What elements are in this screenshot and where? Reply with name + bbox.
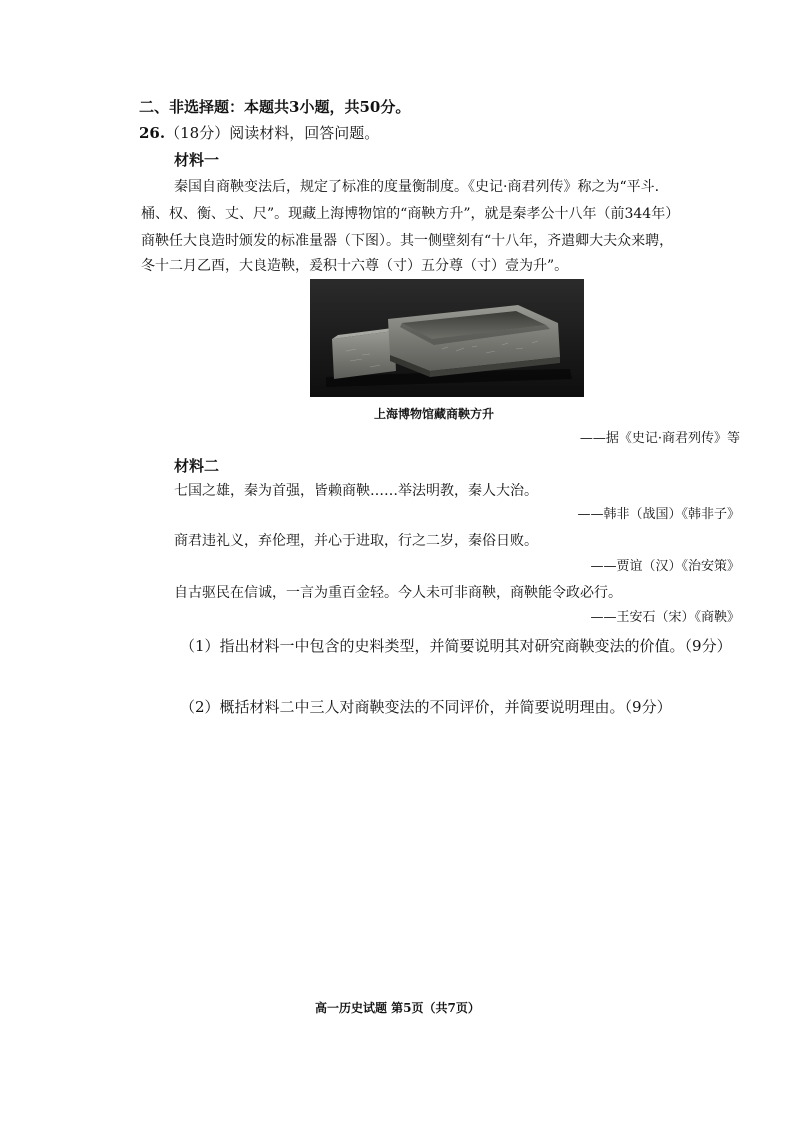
material-one-line-4: 冬十二月乙酉，大良造鞅，爰积十六尊（寸）五分尊（寸）壹为升”。 bbox=[141, 258, 569, 274]
material-two-source-1: ——韩非（战国）《韩非子》 bbox=[577, 507, 740, 522]
question-number: 26. bbox=[139, 124, 166, 142]
shang-yang-square-sheng-photo bbox=[310, 279, 584, 397]
material-two-quote-3: 自古驱民在信诚，一言为重百金轻。今人未可非商鞅，商鞅能令政必行。 bbox=[174, 585, 622, 601]
section-heading: 二、非选择题：本题共3小题，共50分。 bbox=[139, 98, 411, 116]
material-two-source-2: ——贾谊（汉）《治安策》 bbox=[590, 559, 740, 574]
material-one-line-3: 商鞅任大良造时颁发的标准量器（下图）。其一侧壁刻有“十八年，齐遣卿大夫众来聘， bbox=[141, 233, 674, 249]
sub-question-2: （2）概括材料二中三人对商鞅变法的不同评价，并简要说明理由。（9分） bbox=[180, 698, 672, 716]
material-two-title: 材料二 bbox=[174, 457, 220, 475]
material-two-quote-1: 七国之雄，秦为首强，皆赖商鞅……举法明教，秦人大治。 bbox=[174, 483, 538, 499]
material-two-source-3: ——王安石（宋）《商鞅》 bbox=[590, 610, 740, 625]
material-one-line-2: 桶、权、衡、丈、尺”。现藏上海博物馆的“商鞅方升”，就是秦孝公十八年（前344年） bbox=[141, 206, 680, 222]
material-one-line-1: 秦国自商鞅变法后，规定了标准的度量衡制度。《史记·商君列传》称之为“平斗. bbox=[174, 179, 660, 195]
sub-question-1: （1）指出材料一中包含的史料类型，并简要说明其对研究商鞅变法的价值。（9分） bbox=[180, 637, 732, 655]
question-prompt: （18分）阅读材料，回答问题。 bbox=[165, 124, 380, 142]
material-two-quote-2: 商君违礼义，弃伦理，并心于进取，行之二岁，秦俗日败。 bbox=[174, 533, 538, 549]
image-caption: 上海博物馆藏商鞅方升 bbox=[374, 407, 495, 421]
page-footer: 高一历史试题 第5页（共7页） bbox=[315, 1001, 480, 1015]
question-header bbox=[139, 123, 379, 143]
material-one-title: 材料一 bbox=[174, 151, 220, 169]
material-one-source: ——据《史记·商君列传》等 bbox=[579, 431, 740, 446]
